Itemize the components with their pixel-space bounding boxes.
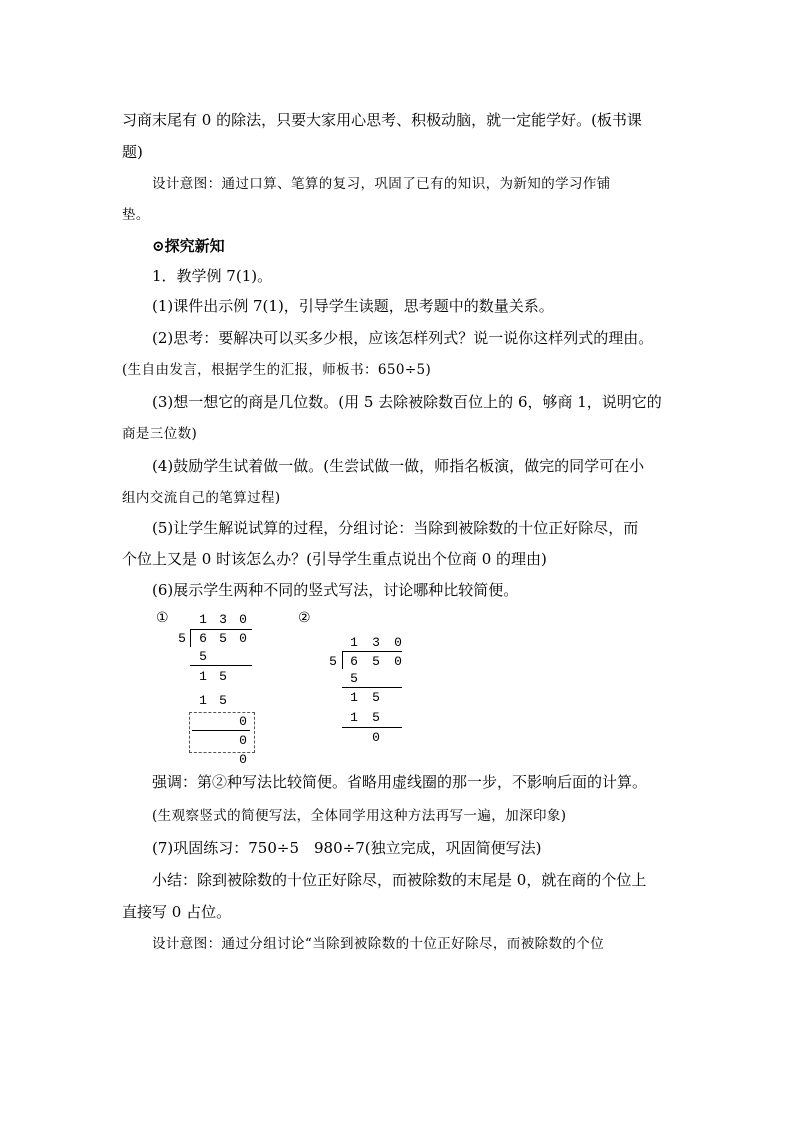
section-heading-explore: ⊙探究新知: [152, 237, 225, 255]
text-line-2: 题): [122, 143, 143, 161]
figure-label-1: ①: [156, 610, 169, 626]
dividend-digit: 0: [239, 631, 247, 646]
subtraction-line: [342, 687, 402, 688]
remainder-digit: 5: [372, 690, 380, 705]
division-bracket: [190, 629, 191, 647]
subtract-digit: 5: [219, 693, 227, 708]
subtract-digit: 1: [199, 693, 207, 708]
text-line-step-2-note: (生自由发言，根据学生的汇报，师板书：650÷5): [122, 362, 432, 378]
divisor: 5: [329, 654, 337, 669]
quotient-digit: 0: [394, 635, 402, 650]
design-intent-1-line-1: 设计意图：通过口算、笔算的复习，巩固了已有的知识，为新知的学习作铺: [152, 176, 611, 192]
design-intent-1-line-2: 垫。: [122, 207, 150, 223]
text-line-step-6: (6)展示学生两种不同的竖式写法，讨论哪种比较简便。: [152, 581, 519, 599]
text-line-1: 习商末尾有 0 的除法，只要大家用心思考、积极动脑，就一定能学好。(板书课: [122, 111, 642, 129]
text-line-emphasis-note: (生观察竖式的简便写法，全体同学用这种方法再写一遍，加深印象): [152, 808, 567, 824]
text-line-step-4-cont: 组内交流自己的笔算过程): [122, 490, 281, 506]
dividend-digit: 5: [219, 631, 227, 646]
quotient-digit: 0: [239, 612, 247, 627]
subtraction-line: [192, 730, 250, 731]
remainder-digit: 0: [239, 714, 247, 729]
subtract-digit: 5: [350, 671, 358, 686]
dividend-digit: 0: [394, 654, 402, 669]
quotient-digit: 1: [350, 635, 358, 650]
text-line-step-3: (3)想一想它的商是几位数。(用 5 去除被除数百位上的 6，够商 1，说明它的: [152, 393, 662, 411]
text-line-emphasis: 强调：第②种写法比较简便。省略用虚线圈的那一步，不影响后面的计算。: [152, 773, 648, 791]
subtract-digit: 5: [199, 649, 207, 664]
text-line-step-7: (7)巩固练习：750÷5 980÷7(独立完成，巩固简便写法): [152, 839, 542, 857]
remainder-digit: 1: [199, 669, 207, 684]
subtraction-line: [190, 665, 252, 666]
quotient-digit: 1: [199, 612, 207, 627]
divisor: 5: [178, 631, 186, 646]
text-line-step-2: (2)思考：要解决可以买多少根，应该怎样列式？说一说你这样列式的理由。: [152, 329, 654, 347]
division-bar: [342, 651, 402, 652]
text-line-step-3-cont: 商是三位数): [122, 426, 198, 442]
design-intent-2-line-1: 设计意图：通过分组讨论“当除到被除数的十位正好除尽，而被除数的个位: [152, 936, 605, 952]
quotient-digit: 3: [372, 635, 380, 650]
final-remainder: 0: [239, 752, 247, 767]
text-line-step-5-cont: 个位上又是 0 时该怎么办？(引导学生重点说出个位商 0 的理由): [122, 550, 547, 568]
final-remainder: 0: [372, 730, 380, 745]
remainder-digit: 5: [219, 669, 227, 684]
dividend-digit: 6: [350, 654, 358, 669]
text-line-step-1: (1)课件出示例 7(1)，引导学生读题，思考题中的数量关系。: [152, 297, 554, 315]
subtract-digit: 1: [350, 710, 358, 725]
remainder-digit: 1: [350, 690, 358, 705]
text-line-summary-cont: 直接写 0 占位。: [122, 903, 232, 921]
text-line-summary: 小结：除到被除数的十位正好除尽，而被除数的末尾是 0，就在商的个位上: [152, 871, 647, 889]
division-bracket: [342, 651, 343, 669]
subtract-digit: 5: [372, 710, 380, 725]
subtract-digit: 0: [239, 733, 247, 748]
division-bar: [190, 629, 252, 630]
figure-label-2: ②: [298, 610, 311, 626]
text-line-step-5: (5)让学生解说试算的过程，分组讨论：当除到被除数的十位正好除尽，而: [152, 519, 639, 537]
subtraction-line: [342, 727, 402, 728]
text-line-step-4: (4)鼓励学生试着做一做。(生尝试做一做，师指名板演，做完的同学可在小: [152, 457, 645, 475]
dividend-digit: 5: [372, 654, 380, 669]
quotient-digit: 3: [219, 612, 227, 627]
text-line-example-7: 1．教学例 7(1)。: [152, 267, 273, 285]
dividend-digit: 6: [199, 631, 207, 646]
